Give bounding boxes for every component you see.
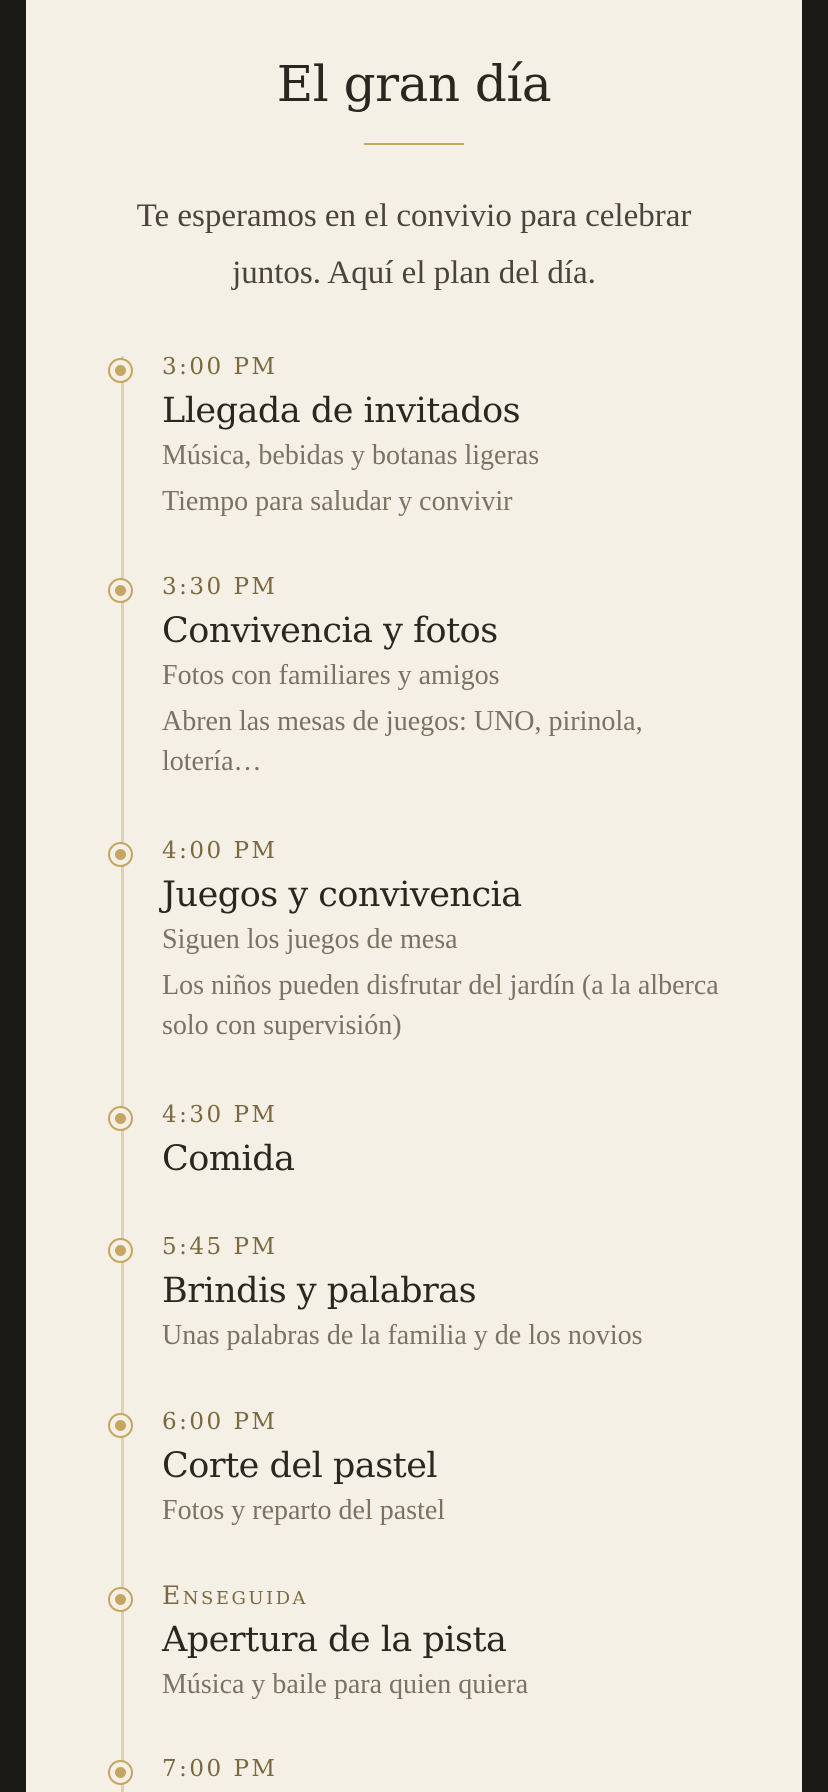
title-divider <box>364 143 464 145</box>
timeline-dot-icon <box>108 842 133 867</box>
timeline-line <box>121 356 124 1792</box>
event-detail: Fotos y reparto del pastel <box>162 1495 446 1526</box>
event-title: Corte del pastel <box>162 1446 438 1486</box>
event-detail: Música, bebidas y botanas ligeras <box>162 440 540 471</box>
event-time: 4:30 PM <box>162 1102 278 1128</box>
schedule-card <box>26 0 802 1792</box>
event-title: Brindis y palabras <box>162 1271 477 1311</box>
event-time: 3:30 PM <box>162 574 278 600</box>
intro-text: Te esperamos en el convivio para celebrar juntos. Aquí el plan del día. <box>136 198 692 291</box>
timeline-dot-icon <box>108 578 133 603</box>
event-time: Enseguida <box>162 1581 309 1610</box>
timeline-dot-icon <box>108 1413 133 1438</box>
event-time: 3:00 PM <box>162 354 278 380</box>
event-detail: Siguen los juegos de mesa <box>162 924 458 955</box>
event-detail: Los niños pueden disfrutar del jardín (a la alberca solo con supervisión) <box>162 970 719 1041</box>
timeline-dot-icon <box>108 1106 133 1131</box>
event-title: Apertura de la pista <box>162 1620 507 1660</box>
event-title: Comida <box>162 1139 295 1179</box>
event-detail: Abren las mesas de juegos: UNO, pirinola, lotería… <box>162 706 643 777</box>
event-detail: Música y baile para quien quiera <box>162 1669 529 1700</box>
timeline-dot-icon <box>108 358 133 383</box>
event-detail: Unas palabras de la familia y de los novios <box>162 1320 643 1351</box>
event-time: 4:00 PM <box>162 838 278 864</box>
timeline-dot-icon <box>108 1760 133 1785</box>
event-title: Convivencia y fotos <box>162 611 498 651</box>
event-detail: Tiempo para saludar y convivir <box>162 486 513 517</box>
event-title: Juegos y convivencia <box>162 875 522 915</box>
timeline-dot-icon <box>108 1587 133 1612</box>
event-time: 6:00 PM <box>162 1409 278 1435</box>
timeline-dot-icon <box>108 1238 133 1263</box>
event-detail: Fotos con familiares y amigos <box>162 660 500 691</box>
event-title: Llegada de invitados <box>162 391 521 431</box>
page-title: El gran día <box>276 55 552 113</box>
event-time: 5:45 PM <box>162 1234 278 1260</box>
event-time: 7:00 PM <box>162 1756 278 1782</box>
